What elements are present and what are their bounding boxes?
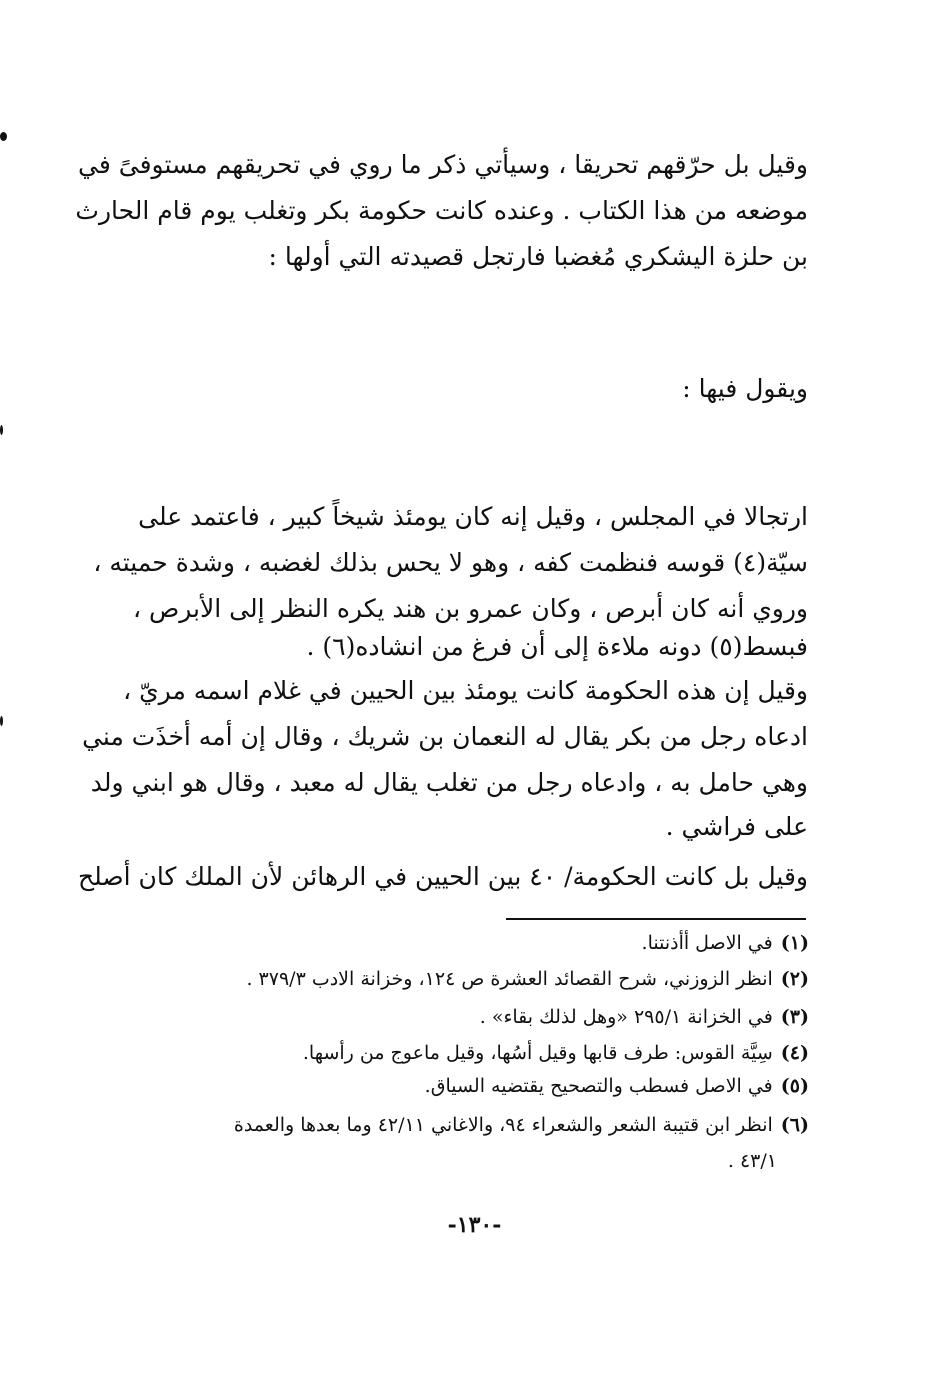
footnote	[642, 930, 809, 956]
body-line: موضعه من هذا الكتاب . وعنده كانت حكومة بكر وتغلب يوم قام الحارث	[75, 196, 808, 225]
body-line: ادعاه رجل من بكر يقال له النعمان بن شريك ، وقال إن أمه أخذَت مني	[82, 722, 808, 751]
body-line: سيّة(٤) قوسه فنظمت كفه ، وهو لا يحس بذلك لغضبه ، وشدة حميته ،	[93, 548, 808, 577]
body-line: ويقول فيها :	[682, 374, 808, 403]
body-line: وهي حامل به ، وادعاه رجل من تغلب يقال له معبد ، وقال هو ابني ولد	[90, 768, 808, 797]
footnote	[234, 1112, 809, 1138]
footnote-number: (٢)	[780, 968, 809, 990]
footnote-divider	[506, 918, 806, 920]
edge-mark	[0, 132, 7, 141]
footnote	[246, 966, 809, 992]
footnote-continuation	[728, 1148, 777, 1174]
body-line: وقيل إن هذه الحكومة كانت يومئذ بين الحيين في غلام اسمه مريّ ،	[123, 676, 808, 705]
edge-mark	[0, 425, 3, 435]
footnote-text: في الخزانة ٢٩٥/١ «وهل لذلك بقاء» .	[479, 1006, 773, 1028]
body-line: ارتجالا في المجلس ، وقيل إنه كان يومئذ شيخاً كبير ، فاعتمد على	[138, 502, 808, 531]
body-line: على فراشي .	[665, 812, 808, 841]
body-line: وقيل بل حرّقهم تحريقا ، وسيأتي ذكر ما روي في تحريقهم مستوفىً في	[78, 150, 808, 179]
footnote-number: (٣)	[780, 1006, 809, 1028]
body-line: بن حلزة اليشكري مُغضبا فارتجل قصيدته التي أولها :	[268, 242, 808, 271]
footnote-number: (٤)	[780, 1042, 809, 1064]
footnote-number: (٥)	[780, 1075, 809, 1097]
footnote	[425, 1073, 809, 1099]
footnote-number: (١)	[780, 932, 809, 954]
body-line: فبسط(٥) دونه ملاءة إلى أن فرغ من انشاده(٦) .	[306, 632, 808, 661]
footnote-text: انظر ابن قتيبة الشعر والشعراء ٩٤، والاغاني ٤٢/١١ وما بعدها والعمدة	[233, 1114, 773, 1136]
footnote-text: سِيَّة القوس: طرف قابها وقيل أسُها، وقيل ماعوج من رأسها.	[302, 1042, 773, 1064]
body-line: وقيل بل كانت الحكومة/ ٤٠ بين الحيين في الرهائن لأن الملك كان أصلح	[77, 862, 808, 891]
footnote-text: في الاصل أأذنتنا.	[641, 932, 773, 954]
body-line: وروي أنه كان أبرص ، وكان عمرو بن هند يكره النظر إلى الأبرص ،	[132, 594, 808, 623]
page-number: -١٣٠-	[447, 1212, 502, 1238]
footnote-text: انظر الزوزني، شرح القصائد العشرة ص ١٢٤، وخزانة الادب ٣٧٩/٣ .	[246, 968, 773, 990]
footnote	[480, 1004, 809, 1030]
footnote-text: في الاصل فسطب والتصحيح يقتضيه السياق.	[424, 1075, 773, 1097]
footnote-text: ٤٣/١ .	[727, 1150, 777, 1172]
footnote	[303, 1040, 809, 1066]
footnote-number: (٦)	[780, 1114, 809, 1136]
edge-mark	[0, 716, 3, 726]
